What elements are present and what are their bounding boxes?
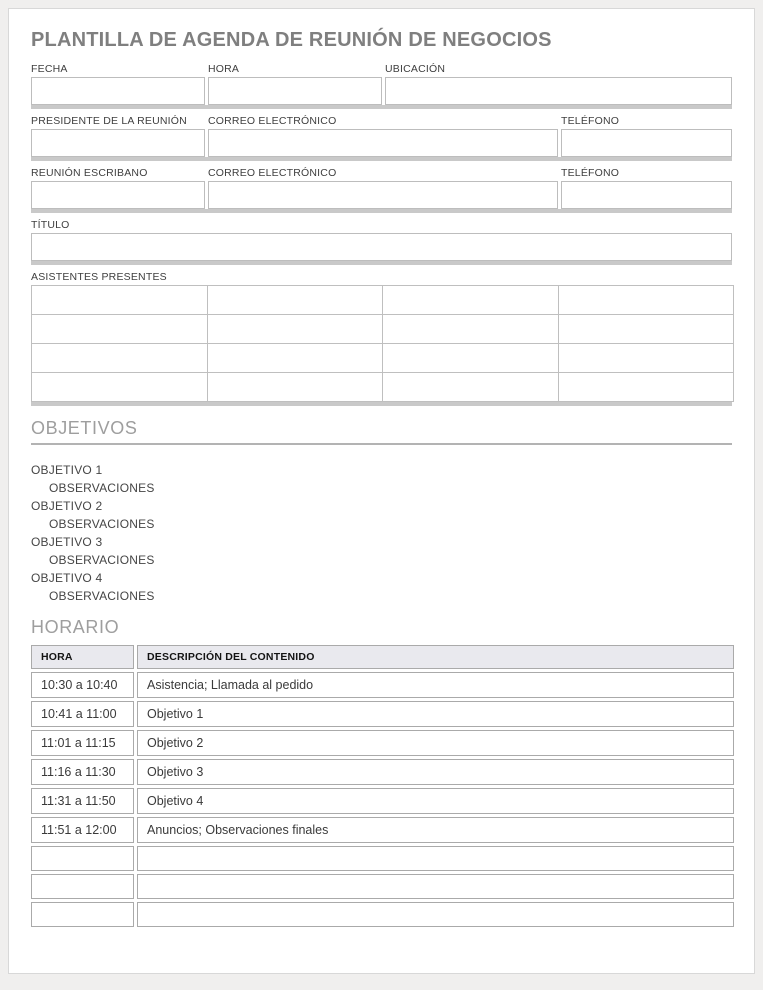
row-shadow-band <box>31 209 732 213</box>
horario-time-cell[interactable]: 11:16 a 11:30 <box>31 759 134 785</box>
attendee-cell[interactable] <box>208 286 383 314</box>
attendee-cell[interactable] <box>559 315 734 343</box>
attendee-cell[interactable] <box>383 344 558 372</box>
horario-desc-cell[interactable] <box>137 846 734 871</box>
escribano-label: REUNIÓN ESCRIBANO <box>31 167 148 179</box>
row-shadow-band <box>31 157 732 161</box>
attendee-cell[interactable] <box>208 344 383 372</box>
telefono-presidente-label: TELÉFONO <box>560 115 620 127</box>
titulo-input[interactable] <box>31 233 732 261</box>
telefono-escribano-input[interactable] <box>561 181 732 209</box>
row-shadow-band <box>31 261 732 265</box>
attendees-grid <box>31 285 734 402</box>
horario-time-cell[interactable] <box>31 902 134 927</box>
presidente-input[interactable] <box>31 129 205 157</box>
observaciones-item: OBSERVACIONES <box>49 481 155 495</box>
hora-input[interactable] <box>208 77 382 105</box>
horario-col-hora: HORA <box>31 645 134 669</box>
horario-desc-cell[interactable]: Objetivo 4 <box>137 788 734 814</box>
observaciones-item: OBSERVACIONES <box>49 517 155 531</box>
field-row-scribe <box>31 167 732 213</box>
horario-desc-cell[interactable]: Anuncios; Observaciones finales <box>137 817 734 843</box>
hora-label: HORA <box>208 63 240 75</box>
horario-desc-cell[interactable]: Objetivo 3 <box>137 759 734 785</box>
fecha-label: FECHA <box>31 63 68 75</box>
attendee-cell[interactable] <box>32 373 207 401</box>
horario-desc-cell[interactable]: Objetivo 1 <box>137 701 734 727</box>
attendee-cell[interactable] <box>383 315 558 343</box>
correo-presidente-input[interactable] <box>208 129 558 157</box>
attendee-cell[interactable] <box>383 373 558 401</box>
correo-escribano-label: CORREO ELECTRÓNICO <box>208 167 337 179</box>
horario-time-cell[interactable]: 11:01 a 11:15 <box>31 730 134 756</box>
objetivo-item: OBJETIVO 2 <box>31 499 103 513</box>
page-title: PLANTILLA DE AGENDA DE REUNIÓN DE NEGOCIOS <box>31 29 552 51</box>
attendee-cell[interactable] <box>208 315 383 343</box>
asistentes-label: ASISTENTES PRESENTES <box>31 271 167 283</box>
field-row-chair <box>31 115 732 161</box>
horario-desc-cell[interactable]: Objetivo 2 <box>137 730 734 756</box>
horario-heading: HORARIO <box>31 617 120 637</box>
objetivo-item: OBJETIVO 3 <box>31 535 103 549</box>
objetivos-heading: OBJETIVOS <box>31 418 138 438</box>
escribano-input[interactable] <box>31 181 205 209</box>
horario-time-cell[interactable]: 10:30 a 10:40 <box>31 672 134 698</box>
attendees-section <box>31 271 732 406</box>
objetivo-item: OBJETIVO 1 <box>31 463 103 477</box>
document-page <box>8 8 755 974</box>
attendee-cell[interactable] <box>559 373 734 401</box>
attendee-cell[interactable] <box>383 286 558 314</box>
attendee-cell[interactable] <box>32 344 207 372</box>
objetivos-list <box>31 461 732 605</box>
attendee-cell[interactable] <box>32 315 207 343</box>
observaciones-item: OBSERVACIONES <box>49 553 155 567</box>
horario-time-cell[interactable] <box>31 874 134 899</box>
horario-time-cell[interactable]: 11:51 a 12:00 <box>31 817 134 843</box>
observaciones-item: OBSERVACIONES <box>49 589 155 603</box>
telefono-escribano-label: TELÉFONO <box>560 167 620 179</box>
horario-desc-cell[interactable]: Asistencia; Llamada al pedido <box>137 672 734 698</box>
attendee-cell[interactable] <box>559 344 734 372</box>
horario-desc-cell[interactable] <box>137 874 734 899</box>
horario-desc-cell[interactable] <box>137 902 734 927</box>
field-row-title <box>31 219 732 265</box>
horario-time-cell[interactable] <box>31 846 134 871</box>
horario-time-cell[interactable]: 11:31 a 11:50 <box>31 788 134 814</box>
horario-table <box>31 645 734 927</box>
titulo-label: TÍTULO <box>31 219 70 231</box>
presidente-label: PRESIDENTE DE LA REUNIÓN <box>31 115 187 127</box>
ubicacion-input[interactable] <box>385 77 732 105</box>
section-divider <box>31 443 732 445</box>
attendee-cell[interactable] <box>32 286 207 314</box>
row-shadow-band <box>31 105 732 109</box>
correo-presidente-label: CORREO ELECTRÓNICO <box>208 115 337 127</box>
field-row-date-time-location <box>31 63 732 109</box>
objetivo-item: OBJETIVO 4 <box>31 571 103 585</box>
fecha-input[interactable] <box>31 77 205 105</box>
ubicacion-label: UBICACIÓN <box>385 63 446 75</box>
correo-escribano-input[interactable] <box>208 181 558 209</box>
telefono-presidente-input[interactable] <box>561 129 732 157</box>
horario-time-cell[interactable]: 10:41 a 11:00 <box>31 701 134 727</box>
attendee-cell[interactable] <box>208 373 383 401</box>
horario-col-descripcion: DESCRIPCIÓN DEL CONTENIDO <box>137 645 734 669</box>
attendee-cell[interactable] <box>559 286 734 314</box>
row-shadow-band <box>31 402 732 406</box>
